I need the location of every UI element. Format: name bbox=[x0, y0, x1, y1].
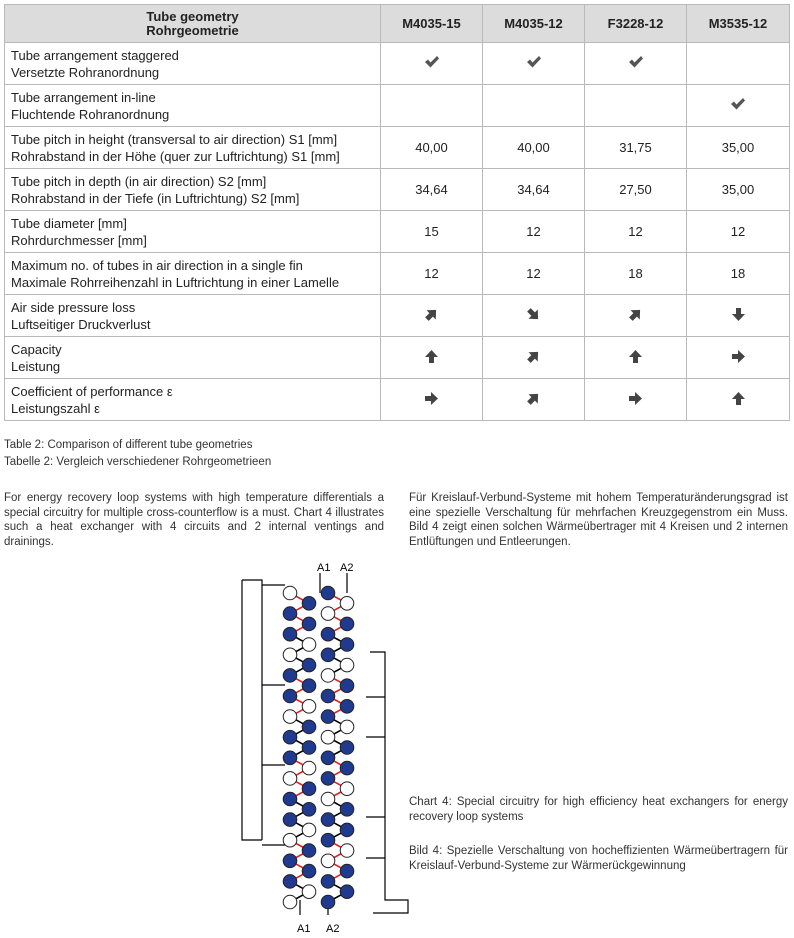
tube-circle bbox=[321, 730, 335, 744]
body-text-de: Für Kreislauf-Verbund-Systeme mit hohem Temperaturänderungsgrad ist eine spezielle Verschaltung für mehrfachen Kreuzgegenstrom ein Muss. Bild 4 zeigt einen solchen Wärmeübertrager mit 4 Kreisen und 2 internen Entlüftungen und Entleerungen. bbox=[409, 492, 788, 548]
chart-caption-en: Chart 4: Special circuitry for high efficiency heat exchangers for energy recovery loop systems bbox=[409, 796, 788, 823]
table-cell bbox=[381, 169, 483, 211]
cell-value: 31,75 bbox=[619, 140, 652, 155]
row-label-de: Versetzte Rohranordnung bbox=[11, 64, 160, 80]
table-cell bbox=[483, 337, 585, 379]
tube-circle bbox=[340, 823, 354, 837]
arrow-up-right-icon bbox=[526, 349, 541, 364]
tube-circle bbox=[340, 679, 354, 693]
diagram-label-bottom-a2: A2 bbox=[326, 923, 340, 935]
row-label-de: Fluchtende Rohranordnung bbox=[11, 106, 170, 122]
tube-circle bbox=[283, 772, 297, 786]
tube-circle bbox=[283, 730, 297, 744]
tube-circle bbox=[321, 648, 335, 662]
table-cell bbox=[687, 211, 790, 253]
tube-circle bbox=[321, 813, 335, 827]
tube-circle bbox=[321, 895, 335, 909]
tube-circle bbox=[283, 710, 297, 724]
tube-circle bbox=[321, 710, 335, 724]
tube-circle bbox=[302, 803, 316, 817]
tube-circle bbox=[283, 833, 297, 847]
arrow-up-right-icon bbox=[526, 391, 541, 406]
tube-circle bbox=[283, 813, 297, 827]
tube-circle bbox=[283, 607, 297, 621]
tube-circle bbox=[321, 586, 335, 600]
cell-value: 27,50 bbox=[619, 182, 652, 197]
tube-circle bbox=[321, 627, 335, 641]
row-label bbox=[5, 253, 381, 295]
diagram-label-bottom-a1: A1 bbox=[297, 923, 311, 935]
arrow-right-icon bbox=[424, 391, 439, 406]
tube-circle bbox=[283, 648, 297, 662]
arrow-right-icon bbox=[628, 391, 643, 406]
column-header: F3228-12 bbox=[585, 5, 687, 43]
chart-caption-de: Bild 4: Spezielle Verschaltung von hocheffizienten Wärmeübertragern für Kreislauf-Verbund-Systeme zur Wärmerückgewinnung bbox=[409, 845, 788, 872]
row-label-de: Luftseitiger Druckverlust bbox=[11, 316, 151, 332]
checkmark-icon bbox=[424, 55, 440, 69]
arrow-up-icon bbox=[628, 349, 643, 364]
tube-circle bbox=[340, 638, 354, 652]
row-label-en: Tube pitch in height (transversal to air direction) S1 [mm] bbox=[11, 131, 338, 147]
cell-value: 12 bbox=[424, 266, 439, 281]
tube-circle bbox=[340, 864, 354, 878]
cell-value: 34,64 bbox=[517, 182, 550, 197]
table-row bbox=[5, 85, 790, 127]
tube-circle bbox=[302, 658, 316, 672]
column-header: M4035-12 bbox=[483, 5, 585, 43]
tube-circle bbox=[302, 638, 316, 652]
tube-circle bbox=[302, 823, 316, 837]
tube-circle bbox=[340, 761, 354, 775]
cell-value: 12 bbox=[526, 266, 541, 281]
tube-circle bbox=[302, 597, 316, 611]
row-label-de: Maximale Rohrreihenzahl in Luftrichtung in einer Lamelle bbox=[11, 274, 340, 290]
table-cell bbox=[687, 379, 790, 421]
header-bracket bbox=[370, 652, 408, 913]
table-cell bbox=[687, 295, 790, 337]
table-cell bbox=[381, 85, 483, 127]
tube-circle bbox=[302, 700, 316, 714]
table-row bbox=[5, 379, 790, 421]
table-cell bbox=[483, 211, 585, 253]
arrow-up-icon bbox=[424, 349, 439, 364]
table-cell bbox=[381, 253, 483, 295]
tube-circle bbox=[340, 617, 354, 631]
row-label-en: Air side pressure loss bbox=[11, 299, 136, 315]
column-header: M3535-12 bbox=[687, 5, 790, 43]
row-label bbox=[5, 337, 381, 379]
tube-circle bbox=[321, 772, 335, 786]
tube-circle bbox=[321, 875, 335, 889]
table-cell bbox=[585, 337, 687, 379]
table-cell bbox=[381, 127, 483, 169]
checkmark-icon bbox=[628, 55, 644, 69]
tube-circle bbox=[283, 895, 297, 909]
arrow-down-icon bbox=[731, 307, 746, 322]
tube-circle bbox=[321, 689, 335, 703]
tube-circle bbox=[302, 782, 316, 796]
row-label-en: Tube pitch in depth (in air direction) S2 [mm] bbox=[11, 173, 267, 189]
table-cell bbox=[483, 169, 585, 211]
table-cell bbox=[483, 295, 585, 337]
table-cell bbox=[483, 85, 585, 127]
tube-circle bbox=[340, 741, 354, 755]
cell-value: 40,00 bbox=[517, 140, 550, 155]
table-cell bbox=[585, 127, 687, 169]
header-label bbox=[5, 5, 381, 43]
tube-circle bbox=[283, 792, 297, 806]
tube-circle bbox=[302, 864, 316, 878]
row-label-de: Rohrdurchmesser [mm] bbox=[11, 232, 147, 248]
tube-circle bbox=[340, 597, 354, 611]
table-cell bbox=[585, 295, 687, 337]
table-cell bbox=[585, 253, 687, 295]
table-row bbox=[5, 295, 790, 337]
table-cell bbox=[585, 85, 687, 127]
row-label bbox=[5, 295, 381, 337]
header-label-de: Rohrgeometrie bbox=[146, 22, 239, 38]
table-row bbox=[5, 337, 790, 379]
cell-value: 12 bbox=[730, 224, 746, 239]
row-label bbox=[5, 169, 381, 211]
tube-circle bbox=[321, 833, 335, 847]
tube-circle bbox=[283, 854, 297, 868]
circuit-diagram bbox=[230, 555, 420, 935]
table-row bbox=[5, 127, 790, 169]
tube-circle bbox=[283, 586, 297, 600]
table-row bbox=[5, 253, 790, 295]
table-cell bbox=[381, 379, 483, 421]
header-bracket bbox=[242, 580, 262, 840]
tube-circle bbox=[283, 627, 297, 641]
tube-circle bbox=[340, 658, 354, 672]
row-label-en: Capacity bbox=[11, 341, 62, 357]
body-text-en: For energy recovery loop systems with high temperature differentials a special circuitry for multiple cross-counterflow is a must. Chart 4 illustrates such a heat exchanger with 4 circuits and 2 internal ventings and drainings. bbox=[4, 492, 384, 548]
tube-circle bbox=[321, 607, 335, 621]
table-cell bbox=[483, 379, 585, 421]
row-label-en: Tube arrangement in-line bbox=[11, 89, 156, 105]
tube-circle bbox=[302, 844, 316, 858]
table-row bbox=[5, 169, 790, 211]
cell-value: 18 bbox=[628, 266, 643, 281]
table-cell bbox=[687, 253, 790, 295]
arrow-up-icon bbox=[731, 391, 746, 406]
table-row bbox=[5, 43, 790, 85]
tube-circle bbox=[321, 751, 335, 765]
tube-circle bbox=[340, 720, 354, 734]
table-cell bbox=[381, 43, 483, 85]
tube-circle bbox=[302, 720, 316, 734]
table-header-row bbox=[5, 5, 790, 43]
tube-circle bbox=[302, 741, 316, 755]
row-label-en: Tube diameter [mm] bbox=[11, 215, 127, 231]
tube-circle bbox=[283, 669, 297, 683]
table-cell bbox=[687, 337, 790, 379]
table-cell bbox=[483, 43, 585, 85]
table-cell bbox=[687, 127, 790, 169]
tube-circle bbox=[302, 885, 316, 899]
tube-circle bbox=[283, 875, 297, 889]
tube-circle bbox=[340, 700, 354, 714]
header-bracket bbox=[242, 580, 285, 585]
table-cell bbox=[585, 379, 687, 421]
diagram-label-top-a2: A2 bbox=[340, 562, 354, 574]
table-caption-de: Tabelle 2: Vergleich verschiedener Rohrgeometrieen bbox=[4, 456, 272, 468]
arrow-down-right-icon bbox=[526, 307, 541, 322]
table-cell bbox=[483, 127, 585, 169]
tube-circle bbox=[340, 844, 354, 858]
tube-circle bbox=[340, 885, 354, 899]
row-label-de: Rohrabstand in der Tiefe (in Luftrichtung) S2 [mm] bbox=[11, 190, 300, 206]
table-cell bbox=[585, 169, 687, 211]
tube-circle bbox=[302, 761, 316, 775]
checkmark-icon bbox=[730, 97, 746, 111]
arrow-right-icon bbox=[731, 349, 746, 364]
table-cell bbox=[381, 295, 483, 337]
checkmark-icon bbox=[526, 55, 542, 69]
row-label bbox=[5, 43, 381, 85]
cell-value: 35,00 bbox=[721, 140, 755, 155]
arrow-up-right-icon bbox=[424, 307, 439, 322]
table-row bbox=[5, 211, 790, 253]
tube-geometry-table bbox=[4, 4, 790, 421]
table-cell bbox=[687, 43, 790, 85]
cell-value: 15 bbox=[424, 224, 439, 239]
tube-circle bbox=[340, 782, 354, 796]
row-label bbox=[5, 211, 381, 253]
cell-value: 12 bbox=[628, 224, 643, 239]
tube-circle bbox=[321, 669, 335, 683]
tube-circle bbox=[302, 617, 316, 631]
table-cell bbox=[585, 43, 687, 85]
table-cell bbox=[381, 211, 483, 253]
cell-value: 12 bbox=[526, 224, 541, 239]
table-cell bbox=[687, 85, 790, 127]
row-label-de: Rohrabstand in der Höhe (quer zur Luftrichtung) S1 [mm] bbox=[11, 148, 340, 164]
table-caption bbox=[4, 437, 271, 471]
tube-circle bbox=[340, 803, 354, 817]
row-label-en: Coefficient of performance ε bbox=[11, 383, 173, 399]
row-label bbox=[5, 127, 381, 169]
tube-circle bbox=[283, 689, 297, 703]
header-label-en: Tube geometry bbox=[146, 8, 239, 24]
column-header: M4035-15 bbox=[381, 5, 483, 43]
row-label-de: Leistung bbox=[11, 358, 61, 374]
row-label-en: Tube arrangement staggered bbox=[11, 47, 179, 63]
row-label bbox=[5, 379, 381, 421]
table-cell bbox=[687, 169, 790, 211]
cell-value: 35,00 bbox=[721, 182, 755, 197]
tube-circle bbox=[321, 792, 335, 806]
cell-value: 34,64 bbox=[415, 182, 448, 197]
table-cell bbox=[483, 253, 585, 295]
cell-value: 40,00 bbox=[415, 140, 448, 155]
table-caption-en: Table 2: Comparison of different tube geometries bbox=[4, 439, 253, 451]
arrow-up-right-icon bbox=[628, 307, 643, 322]
tube-circle bbox=[283, 751, 297, 765]
diagram-label-top-a1: A1 bbox=[317, 562, 331, 574]
table-cell bbox=[381, 337, 483, 379]
row-label-de: Leistungszahl ε bbox=[11, 400, 100, 416]
cell-value: 18 bbox=[730, 266, 746, 281]
tube-circle bbox=[302, 679, 316, 693]
row-label-en: Maximum no. of tubes in air direction in a single fin bbox=[11, 257, 303, 273]
table-cell bbox=[585, 211, 687, 253]
tube-circle bbox=[321, 854, 335, 868]
row-label bbox=[5, 85, 381, 127]
